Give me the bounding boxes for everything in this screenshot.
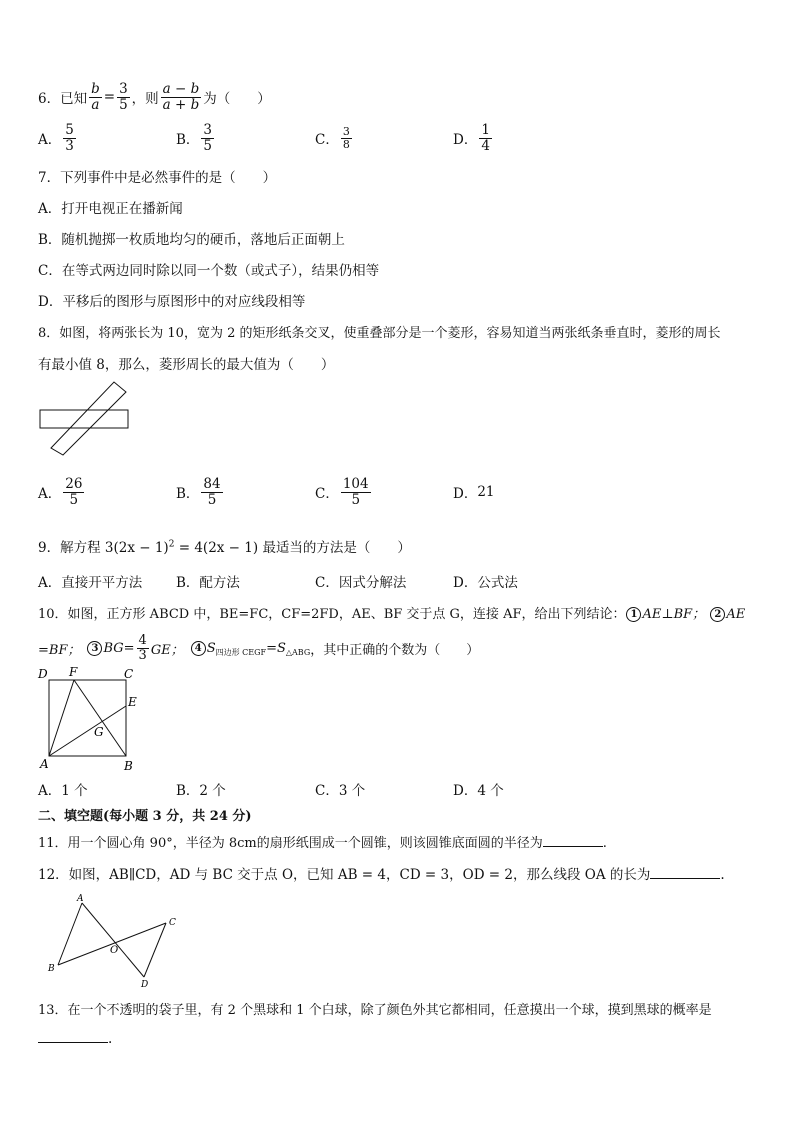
q13-stem-line1: 13．在一个不透明的袋子里，有 2 个黑球和 1 个白球，除了颜色外其它都相同，任意摸出一个球，摸到黑球的概率是 [38, 1003, 712, 1018]
q8-option-c[interactable] [315, 472, 373, 512]
q12-stem [38, 863, 725, 883]
q11-stem [38, 832, 607, 851]
conclusion-4-sub2: △ABG [285, 647, 311, 657]
q10-line1-text: 10．如图，正方形 ABCD 中，BE=FC，CF=2FD，AE、BF 交于点 G，连接 AF，给出下列结论： [38, 607, 626, 622]
q9-eq-right: = 4(2x − 1) [174, 540, 259, 556]
q8-option-b[interactable] [176, 472, 225, 512]
q10-option-b[interactable]: B．2 个 [176, 783, 226, 799]
conclusion-1-mark: 1 [626, 607, 641, 622]
q6-frac-expression: $\frac{a - b}{a + b}$ [162, 81, 200, 113]
segment-af [49, 680, 74, 756]
q6-frac-3-over-5: $\frac{3}{5}$ [119, 81, 128, 113]
q10-stem-line2 [38, 628, 479, 668]
q10-stem-line1 [38, 603, 745, 622]
q6-mid: ，则 [131, 91, 159, 107]
q9-option-c[interactable]: C．因式分解法 [315, 575, 407, 591]
q10-line2-suffix: ，其中正确的个数为（ ） [310, 642, 480, 658]
option-label: D． [453, 486, 478, 502]
q11-text: 11．用一个圆心角 90°，半径为 8cm的扇形纸围成一个圆锥，则该圆锥底面圆的半径为 [38, 836, 543, 851]
q6-suffix: 为（ ） [203, 91, 271, 107]
q9-exponent: 2 [168, 539, 175, 550]
option-label: D． [453, 132, 478, 148]
q9-equation [105, 540, 258, 556]
option-label: A． [38, 132, 62, 148]
option-label: B． [176, 486, 200, 502]
option-label: A． [38, 486, 62, 502]
q9-eq-left: 3(2x − 1) [104, 540, 169, 556]
conclusion-3-fraction: $\frac{4}{3}$ [138, 632, 147, 663]
q8-stem-line1: 8．如图，将两张长为 10，宽为 2 的矩形纸条交叉，使重叠部分是一个菱形，容易知道当两张纸条垂直时，菱形的周长 [38, 326, 721, 341]
option-label: B． [176, 132, 200, 148]
q7-option-a[interactable]: A．打开电视正在播新闻 [38, 201, 183, 217]
q10-square-figure [38, 666, 148, 776]
q8-option-d[interactable] [453, 472, 495, 512]
q9-option-b[interactable]: B．配方法 [176, 575, 240, 591]
conclusion-2-start: AE [726, 607, 746, 622]
conclusion-3-start: BG= [103, 640, 135, 656]
q12-bowtie-figure [44, 893, 184, 988]
label-c: C [169, 918, 176, 928]
label-a: A [40, 757, 49, 771]
q9-option-d[interactable]: D．公式法 [453, 575, 518, 591]
label-b: B [124, 759, 133, 773]
q13-answer-blank[interactable] [38, 1030, 108, 1043]
q13-end: . [108, 1031, 113, 1047]
label-c: C [124, 667, 134, 681]
conclusion-4-mark: 4 [191, 641, 206, 656]
q6-option-d[interactable] [453, 118, 494, 158]
label-o: O [110, 945, 119, 956]
conclusion-2-mark: 2 [710, 607, 725, 622]
segment-bc [58, 923, 166, 965]
label-e: E [128, 695, 137, 709]
label-g: G [94, 725, 104, 739]
label-f: F [69, 665, 78, 679]
segment-cd [144, 923, 166, 977]
horizontal-strip [40, 410, 128, 428]
q9-stem [38, 536, 411, 556]
q6-option-c[interactable] [315, 118, 354, 158]
q12-end: . [720, 867, 725, 883]
option-fraction: $\frac{84}{5}$ [203, 476, 221, 508]
section-2-title: 二、填空题(每小题 3 分，共 24 分) [38, 809, 252, 824]
segment-ae [49, 706, 126, 756]
q6-prefix: 6．已知 [38, 91, 88, 107]
option-fraction: $\frac{26}{5}$ [65, 476, 83, 508]
q7-stem: 7．下列事件中是必然事件的是（ ） [38, 170, 277, 186]
q9-suffix: 最适当的方法是（ ） [262, 540, 411, 556]
label-d: D [38, 667, 48, 681]
option-fraction: $\frac{5}{3}$ [65, 122, 74, 154]
conclusion-3-mark: 3 [87, 641, 102, 656]
label-d: D [141, 980, 149, 990]
option-label: C． [315, 132, 339, 148]
q6-stem [38, 78, 271, 116]
conclusion-4-s: S [206, 640, 216, 656]
q7-option-d[interactable]: D．平移后的图形与原图形中的对应线段相等 [38, 294, 306, 310]
segment-bf [74, 680, 126, 756]
conclusion-4-sub1: 四边形 CEGF [215, 647, 267, 657]
q8-option-a[interactable] [38, 472, 86, 512]
label-a: A [77, 894, 84, 904]
segment-ad [82, 903, 144, 977]
q9-prefix: 9．解方程 [38, 540, 101, 556]
conclusion-4-eq: =S [266, 640, 286, 656]
q10-option-c[interactable]: C．3 个 [315, 783, 366, 799]
option-fraction: $\frac{1}{4}$ [481, 122, 490, 154]
q6-frac-b-over-a: $\frac{b}{a}$ [91, 81, 100, 113]
square-abcd [49, 680, 126, 756]
q9-option-a[interactable]: A．直接开平方法 [38, 575, 143, 591]
conclusion-1: AE⊥BF； [642, 607, 706, 622]
option-label: C． [315, 486, 339, 502]
q6-equals: = [103, 89, 116, 105]
q12-answer-blank[interactable] [650, 866, 720, 879]
q10-option-d[interactable]: D．4 个 [453, 783, 504, 799]
q8-stem-line2: 有最小值 8，那么，菱形周长的最大值为（ ） [38, 357, 335, 373]
q11-end: . [602, 836, 607, 851]
option-fraction: $\frac{104}{5}$ [342, 476, 369, 508]
q11-answer-blank[interactable] [543, 834, 603, 847]
q6-option-b[interactable] [176, 118, 216, 158]
q12-text: 12．如图，AB∥CD，AD 与 BC 交于点 O，已知 AB = 4，CD = 3，OD = 2，那么线段 OA 的长为 [38, 867, 651, 883]
q7-option-c[interactable]: C．在等式两边同时除以同一个数（或式子），结果仍相等 [38, 263, 380, 279]
q13-stem-line2 [38, 1030, 112, 1047]
option-fraction: $\frac{3}{8}$ [342, 124, 350, 151]
label-b: B [48, 964, 55, 974]
segment-ab [58, 903, 82, 965]
q7-option-b[interactable]: B．随机抛掷一枚质地均匀的硬币，落地后正面朝上 [38, 232, 345, 248]
conclusion-2-end: =BF； [38, 642, 81, 658]
q8-crossed-strips-figure [38, 380, 133, 455]
option-value: 21 [477, 484, 495, 500]
q6-option-a[interactable] [38, 118, 78, 158]
diagonal-strip [51, 382, 126, 455]
q10-option-a[interactable]: A．1 个 [38, 783, 88, 799]
option-fraction: $\frac{3}{5}$ [203, 122, 213, 154]
conclusion-3-end: GE； [150, 642, 184, 658]
